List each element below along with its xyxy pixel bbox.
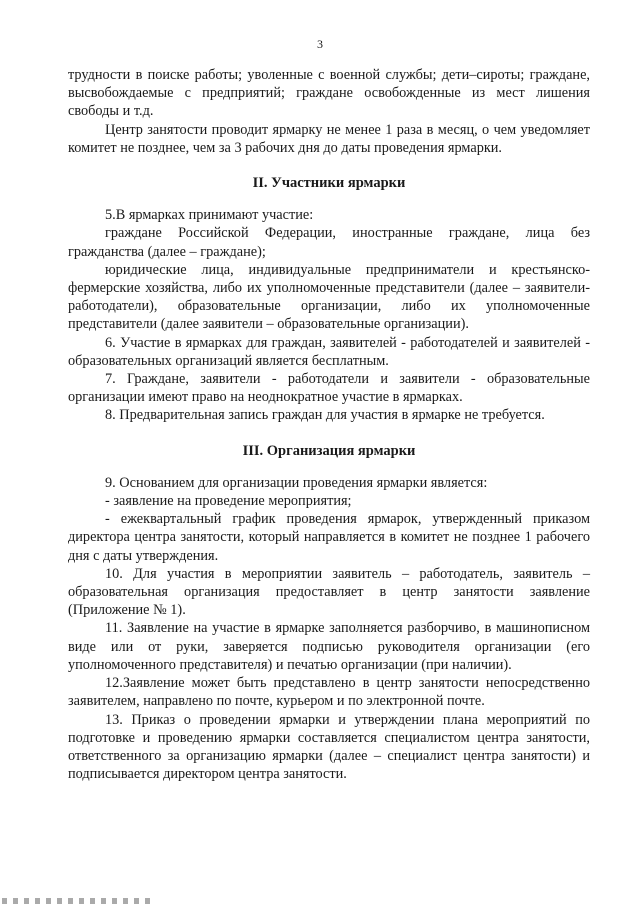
clause-5-legal-entities: юридические лица, индивидуальные предприниматели и крестьянско-фермерские хозяйства, либо их уполномоченные представители (далее – заявители-работодатели), образовательные организации, либо их уполномоченные представители (далее заявители – образовательные организации). — [68, 261, 590, 333]
clause-11: 11. Заявление на участие в ярмарке заполняется разборчиво, в машинописном виде или от руки, заверяется подписью руководителя организации (его уполномоченного представителя) и печатью организации (при наличии). — [68, 620, 590, 673]
paragraph-continuation: трудности в поиске работы; уволенные с военной службы; дети–сироты; граждане, высвобождаемые с предприятий; граждане освобожденные из мест лишения свободы и т.д. — [68, 67, 590, 120]
clause-6: 6. Участие в ярмарках для граждан, заявителей - работодателей и заявителей - образовательных организаций является бесплатным. — [68, 334, 590, 369]
clause-13: 13. Приказ о проведении ярмарки и утверждении плана мероприятий по подготовке и проведению ярмарки составляется специалистом центра занятости, ответственного за организацию ярмарки (далее – специалист центра занятости) и подписывается директором центра занятости. — [68, 711, 590, 783]
clause-7: 7. Граждане, заявители - работодатели и заявители - образовательные организации имеют право на неоднократное участие в ярмарках. — [68, 371, 590, 406]
clause-10: 10. Для участия в мероприятии заявитель – работодатель, заявитель – образовательная организация предоставляет в центр занятости заявление (Приложение № 1). — [68, 565, 590, 619]
document-body — [68, 66, 590, 783]
clause-9-application: - заявление на проведение мероприятия; — [105, 493, 352, 510]
clause-9-schedule: - ежеквартальный график проведения ярмарок, утвержденный приказом директора центра занятости, который направляется в комитет не позднее 1 рабочего дня с даты утверждения. — [68, 511, 590, 564]
section-heading-organization: III. Организация ярмарки — [242, 442, 416, 459]
page-number: 3 — [317, 37, 323, 51]
paragraph-fair-frequency: Центр занятости проводит ярмарку не менее 1 раза в месяц, о чем уведомляет комитет не позднее, чем за 3 рабочих дня до даты проведения ярмарки. — [68, 121, 590, 156]
section-heading-participants: II. Участники ярмарки — [252, 175, 406, 192]
clause-5: 5.В ярмарках принимают участие: — [105, 207, 314, 224]
clause-5-citizens: граждане Российской Федерации, иностранные граждане, лица без гражданства (далее – граждане); — [68, 225, 590, 260]
clause-12: 12.Заявление может быть представлено в центр занятости непосредственно заявителем, направлено по почте, курьером и по электронной почте. — [68, 675, 590, 710]
clause-8: 8. Предварительная запись граждан для участия в ярмарке не требуется. — [105, 407, 545, 424]
scan-edge-artifact — [2, 898, 152, 904]
clause-9: 9. Основанием для организации проведения ярмарки является: — [105, 474, 488, 491]
